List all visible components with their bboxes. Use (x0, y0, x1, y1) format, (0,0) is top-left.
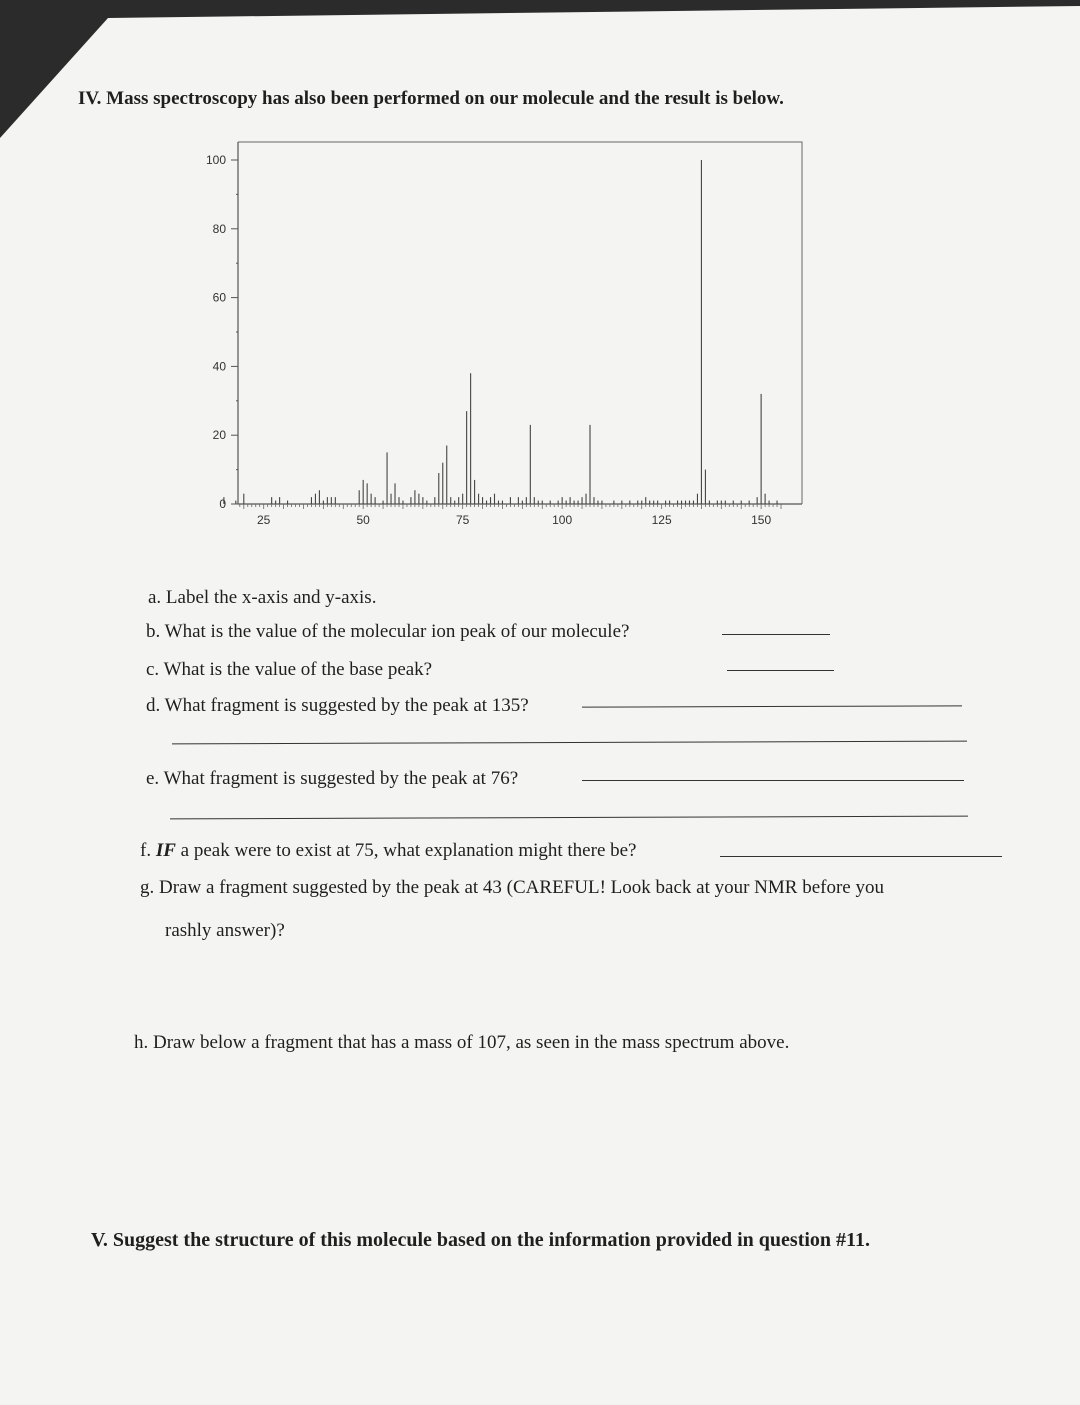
answer-line-e-1[interactable] (582, 780, 964, 781)
y-tick-label: 0 (219, 497, 226, 511)
y-tick-label: 60 (212, 290, 226, 305)
y-tick-label: 40 (212, 359, 226, 374)
y-tick-label: 80 (212, 221, 226, 236)
question-b: b. What is the value of the molecular ion peak of our molecule? (146, 621, 630, 642)
question-h: h. Draw below a fragment that has a mass of 107, as seen in the mass spectrum above. (134, 1032, 790, 1053)
x-tick-label: 100 (552, 513, 573, 527)
answer-line-b[interactable] (722, 634, 830, 635)
section-v-heading: V. Suggest the structure of this molecule based on the information provided in question #11. (91, 1229, 870, 1251)
question-a: a. Label the x-axis and y-axis. (148, 587, 377, 608)
plot-frame (238, 142, 802, 504)
question-f-prefix: f. (140, 840, 156, 861)
answer-line-f[interactable] (720, 856, 1002, 857)
question-g-line1: g. Draw a fragment suggested by the peak at 43 (CAREFUL! Look back at your NMR before you (140, 877, 884, 898)
mass-spectrum-chart (0, 0, 1080, 560)
question-f-text: a peak were to exist at 75, what explanation might there be? (175, 840, 637, 861)
answer-line-c[interactable] (727, 670, 834, 671)
x-tick-label: 150 (751, 513, 772, 527)
chart-axes (231, 142, 802, 509)
question-f-emphasis: IF (155, 840, 176, 861)
section-iv-heading: IV. Mass spectroscopy has also been performed on our molecule and the result is below. (78, 88, 784, 109)
question-d: d. What fragment is suggested by the peak at 135? (146, 695, 529, 716)
chart-peaks (224, 160, 777, 504)
x-tick-label: 25 (257, 513, 271, 527)
question-f (140, 840, 637, 862)
question-c: c. What is the value of the base peak? (146, 659, 433, 680)
question-e: e. What fragment is suggested by the peak at 76? (146, 768, 519, 789)
question-g-line2: rashly answer)? (165, 920, 285, 941)
y-tick-label: 20 (212, 428, 226, 443)
x-tick-label: 125 (651, 513, 672, 527)
x-tick-label: 75 (455, 513, 470, 527)
chart-tick-labels (206, 153, 771, 527)
x-tick-label: 50 (356, 513, 370, 527)
y-tick-label: 100 (205, 153, 226, 167)
